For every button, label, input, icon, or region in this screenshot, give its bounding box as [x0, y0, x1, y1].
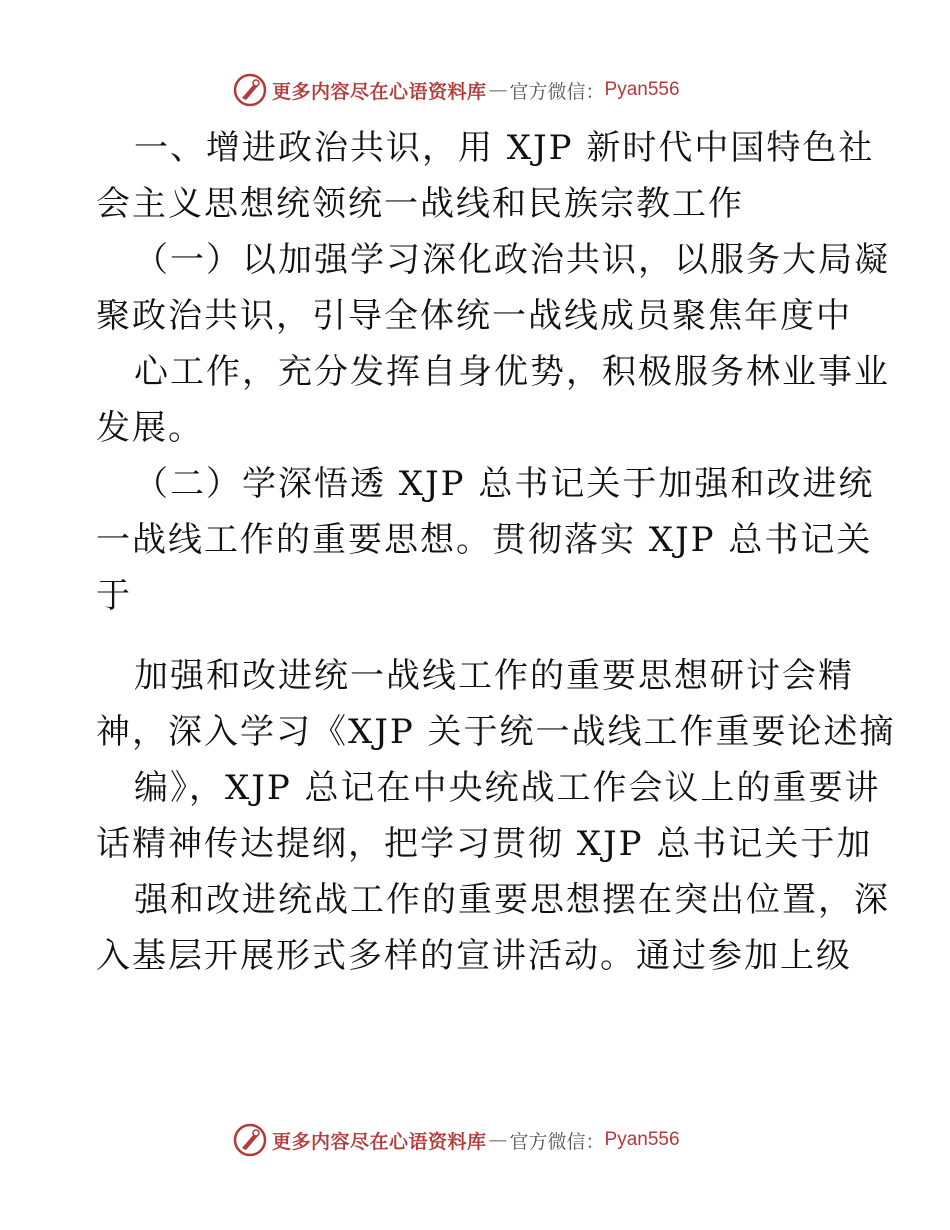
watermark-wechat-label: 官方微信： [509, 80, 605, 103]
watermark-dash: — [488, 79, 508, 101]
body-line: 一、增进政治共识，用 XJP 新时代中国特色社 [134, 128, 875, 168]
body-line: 加强和改进统一战线工作的重要思想研讨会精 [134, 656, 854, 696]
body-line: 入基层开展形式多样的宣讲活动。通过参加上级 [96, 936, 852, 976]
body-line: 发展。 [96, 408, 204, 448]
body-line: 会主义思想统领统一战线和民族宗教工作 [96, 184, 744, 224]
watermark-wechat-id: Pyan556 [604, 1129, 680, 1150]
body-line: 编》，XJP 总记在中央统战工作会议上的重要讲 [134, 768, 881, 808]
body-line: 心工作，充分发挥自身优势，积极服务林业事业 [134, 352, 890, 392]
body-line: 强和改进统战工作的重要思想摆在突出位置，深 [134, 880, 890, 920]
header-watermark [232, 70, 732, 110]
body-line: 话精神传达提纲，把学习贯彻 XJP 总书记关于加 [96, 824, 873, 864]
footer-watermark [232, 1120, 732, 1160]
body-line: 神，深入学习《XJP 关于统一战线工作重要论述摘 [96, 712, 896, 752]
watermark-text: 更多内容尽在心语资料库 [272, 80, 487, 103]
pen-logo-icon [232, 1122, 268, 1158]
body-line: （一）以加强学习深化政治共识，以服务大局凝 [134, 240, 890, 280]
body-line: 于 [96, 576, 132, 616]
body-line: 一战线工作的重要思想。贯彻落实 XJP 总书记关 [96, 520, 873, 560]
body-line: （二）学深悟透 XJP 总书记关于加强和改进统 [134, 464, 875, 504]
watermark-text: 更多内容尽在心语资料库 [272, 1130, 487, 1153]
watermark-wechat-label: 官方微信： [509, 1130, 605, 1153]
watermark-wechat-id: Pyan556 [604, 79, 680, 100]
document-body [96, 120, 896, 984]
watermark-dash: — [488, 1129, 508, 1151]
body-line: 聚政治共识，引导全体统一战线成员聚焦年度中 [96, 296, 852, 336]
pen-logo-icon [232, 72, 268, 108]
